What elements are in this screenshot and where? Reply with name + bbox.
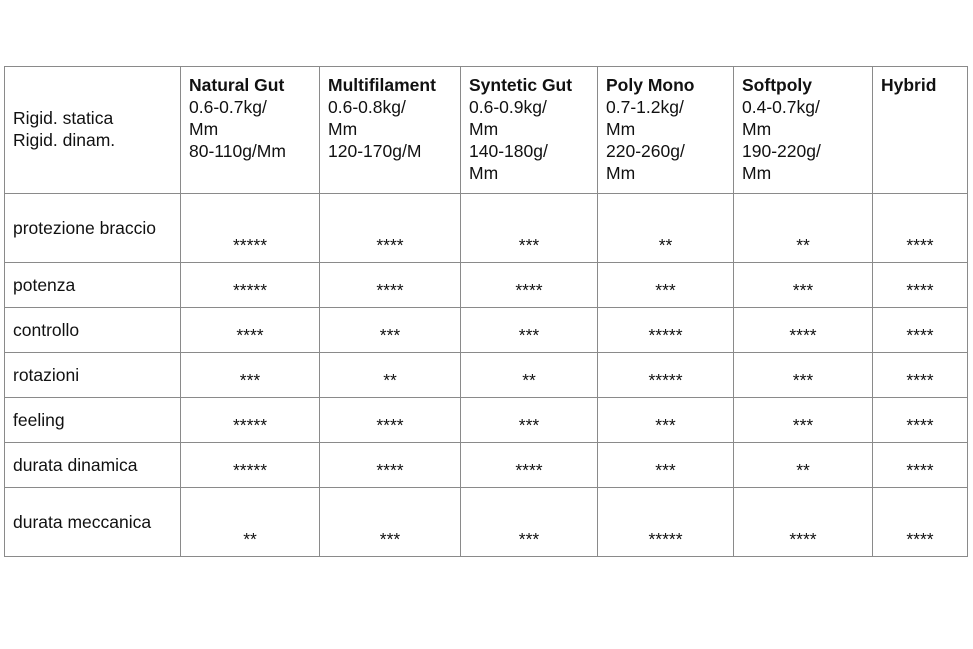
column-name: Syntetic Gut xyxy=(469,75,573,95)
row-label: controllo xyxy=(5,308,181,353)
rating-cell: **** xyxy=(873,308,968,353)
row-label: durata meccanica xyxy=(5,488,181,557)
column-spec: 0.6-0.9kg/ xyxy=(469,97,547,117)
corner-cell xyxy=(5,67,181,194)
rating-cell: ***** xyxy=(598,488,734,557)
row-label: potenza xyxy=(5,263,181,308)
column-header-multifilament xyxy=(320,67,461,194)
rating-cell: *** xyxy=(461,398,598,443)
rating-cell: *** xyxy=(320,488,461,557)
rating-cell: ** xyxy=(461,353,598,398)
column-spec: Mm xyxy=(606,163,636,183)
string-comparison-table xyxy=(4,66,968,557)
column-spec: Mm xyxy=(469,119,499,139)
row-label: rotazioni xyxy=(5,353,181,398)
rating-cell: *** xyxy=(461,488,598,557)
rating-cell: ** xyxy=(734,194,873,263)
rating-cell: ** xyxy=(734,443,873,488)
table-row xyxy=(5,308,968,353)
rating-cell: **** xyxy=(873,194,968,263)
column-spec: 0.4-0.7kg/ xyxy=(742,97,820,117)
rating-cell: *** xyxy=(461,308,598,353)
column-name: Multifilament xyxy=(328,75,436,95)
column-name: Poly Mono xyxy=(606,75,695,95)
column-spec: Mm xyxy=(742,163,772,183)
rating-cell: *** xyxy=(598,398,734,443)
header-row xyxy=(5,67,968,194)
column-spec: 0.6-0.8kg/ xyxy=(328,97,406,117)
table-row xyxy=(5,398,968,443)
rating-cell: ***** xyxy=(181,398,320,443)
rating-cell: ***** xyxy=(181,263,320,308)
rating-cell: **** xyxy=(734,308,873,353)
table-row xyxy=(5,443,968,488)
column-name: Softpoly xyxy=(742,75,812,95)
rating-cell: *** xyxy=(734,398,873,443)
column-spec: 80-110g/Mm xyxy=(189,141,286,161)
rating-cell: **** xyxy=(461,443,598,488)
column-spec: 190-220g/ xyxy=(742,141,821,161)
column-spec: 0.6-0.7kg/ xyxy=(189,97,267,117)
column-spec: 120-170g/M xyxy=(328,141,422,161)
rating-cell: *** xyxy=(320,308,461,353)
rating-cell: **** xyxy=(320,263,461,308)
rating-cell: *** xyxy=(461,194,598,263)
column-spec: 220-260g/ xyxy=(606,141,685,161)
column-header-poly-mono xyxy=(598,67,734,194)
rating-cell: ***** xyxy=(181,443,320,488)
rating-cell: ***** xyxy=(181,194,320,263)
corner-label-static: Rigid. statica xyxy=(13,108,114,128)
table-row xyxy=(5,353,968,398)
column-spec: Mm xyxy=(189,119,219,139)
rating-cell: **** xyxy=(873,398,968,443)
rating-cell: **** xyxy=(734,488,873,557)
rating-cell: **** xyxy=(320,194,461,263)
rating-cell: **** xyxy=(320,398,461,443)
column-header-softpoly xyxy=(734,67,873,194)
row-label: protezione braccio xyxy=(5,194,181,263)
row-label: durata dinamica xyxy=(5,443,181,488)
column-spec: Mm xyxy=(469,163,499,183)
column-header-syntetic-gut xyxy=(461,67,598,194)
table-row xyxy=(5,263,968,308)
column-spec: Mm xyxy=(606,119,636,139)
row-label: feeling xyxy=(5,398,181,443)
rating-cell: **** xyxy=(873,488,968,557)
column-spec: Mm xyxy=(742,119,772,139)
rating-cell: *** xyxy=(734,353,873,398)
column-name: Hybrid xyxy=(881,75,937,95)
rating-cell: ***** xyxy=(598,308,734,353)
rating-cell: ** xyxy=(598,194,734,263)
rating-cell: *** xyxy=(181,353,320,398)
rating-cell: **** xyxy=(461,263,598,308)
rating-cell: **** xyxy=(873,263,968,308)
column-spec: Mm xyxy=(328,119,358,139)
rating-cell: *** xyxy=(598,443,734,488)
table-row xyxy=(5,488,968,557)
column-name: Natural Gut xyxy=(189,75,285,95)
rating-cell: **** xyxy=(181,308,320,353)
rating-cell: ***** xyxy=(598,353,734,398)
rating-cell: **** xyxy=(320,443,461,488)
rating-cell: ** xyxy=(181,488,320,557)
column-header-natural-gut xyxy=(181,67,320,194)
rating-cell: *** xyxy=(598,263,734,308)
rating-cell: *** xyxy=(734,263,873,308)
column-spec: 0.7-1.2kg/ xyxy=(606,97,684,117)
column-spec: 140-180g/ xyxy=(469,141,548,161)
table-row xyxy=(5,194,968,263)
corner-label-dynamic: Rigid. dinam. xyxy=(13,130,116,150)
rating-cell: **** xyxy=(873,353,968,398)
column-header-hybrid xyxy=(873,67,968,194)
rating-cell: ** xyxy=(320,353,461,398)
rating-cell: **** xyxy=(873,443,968,488)
